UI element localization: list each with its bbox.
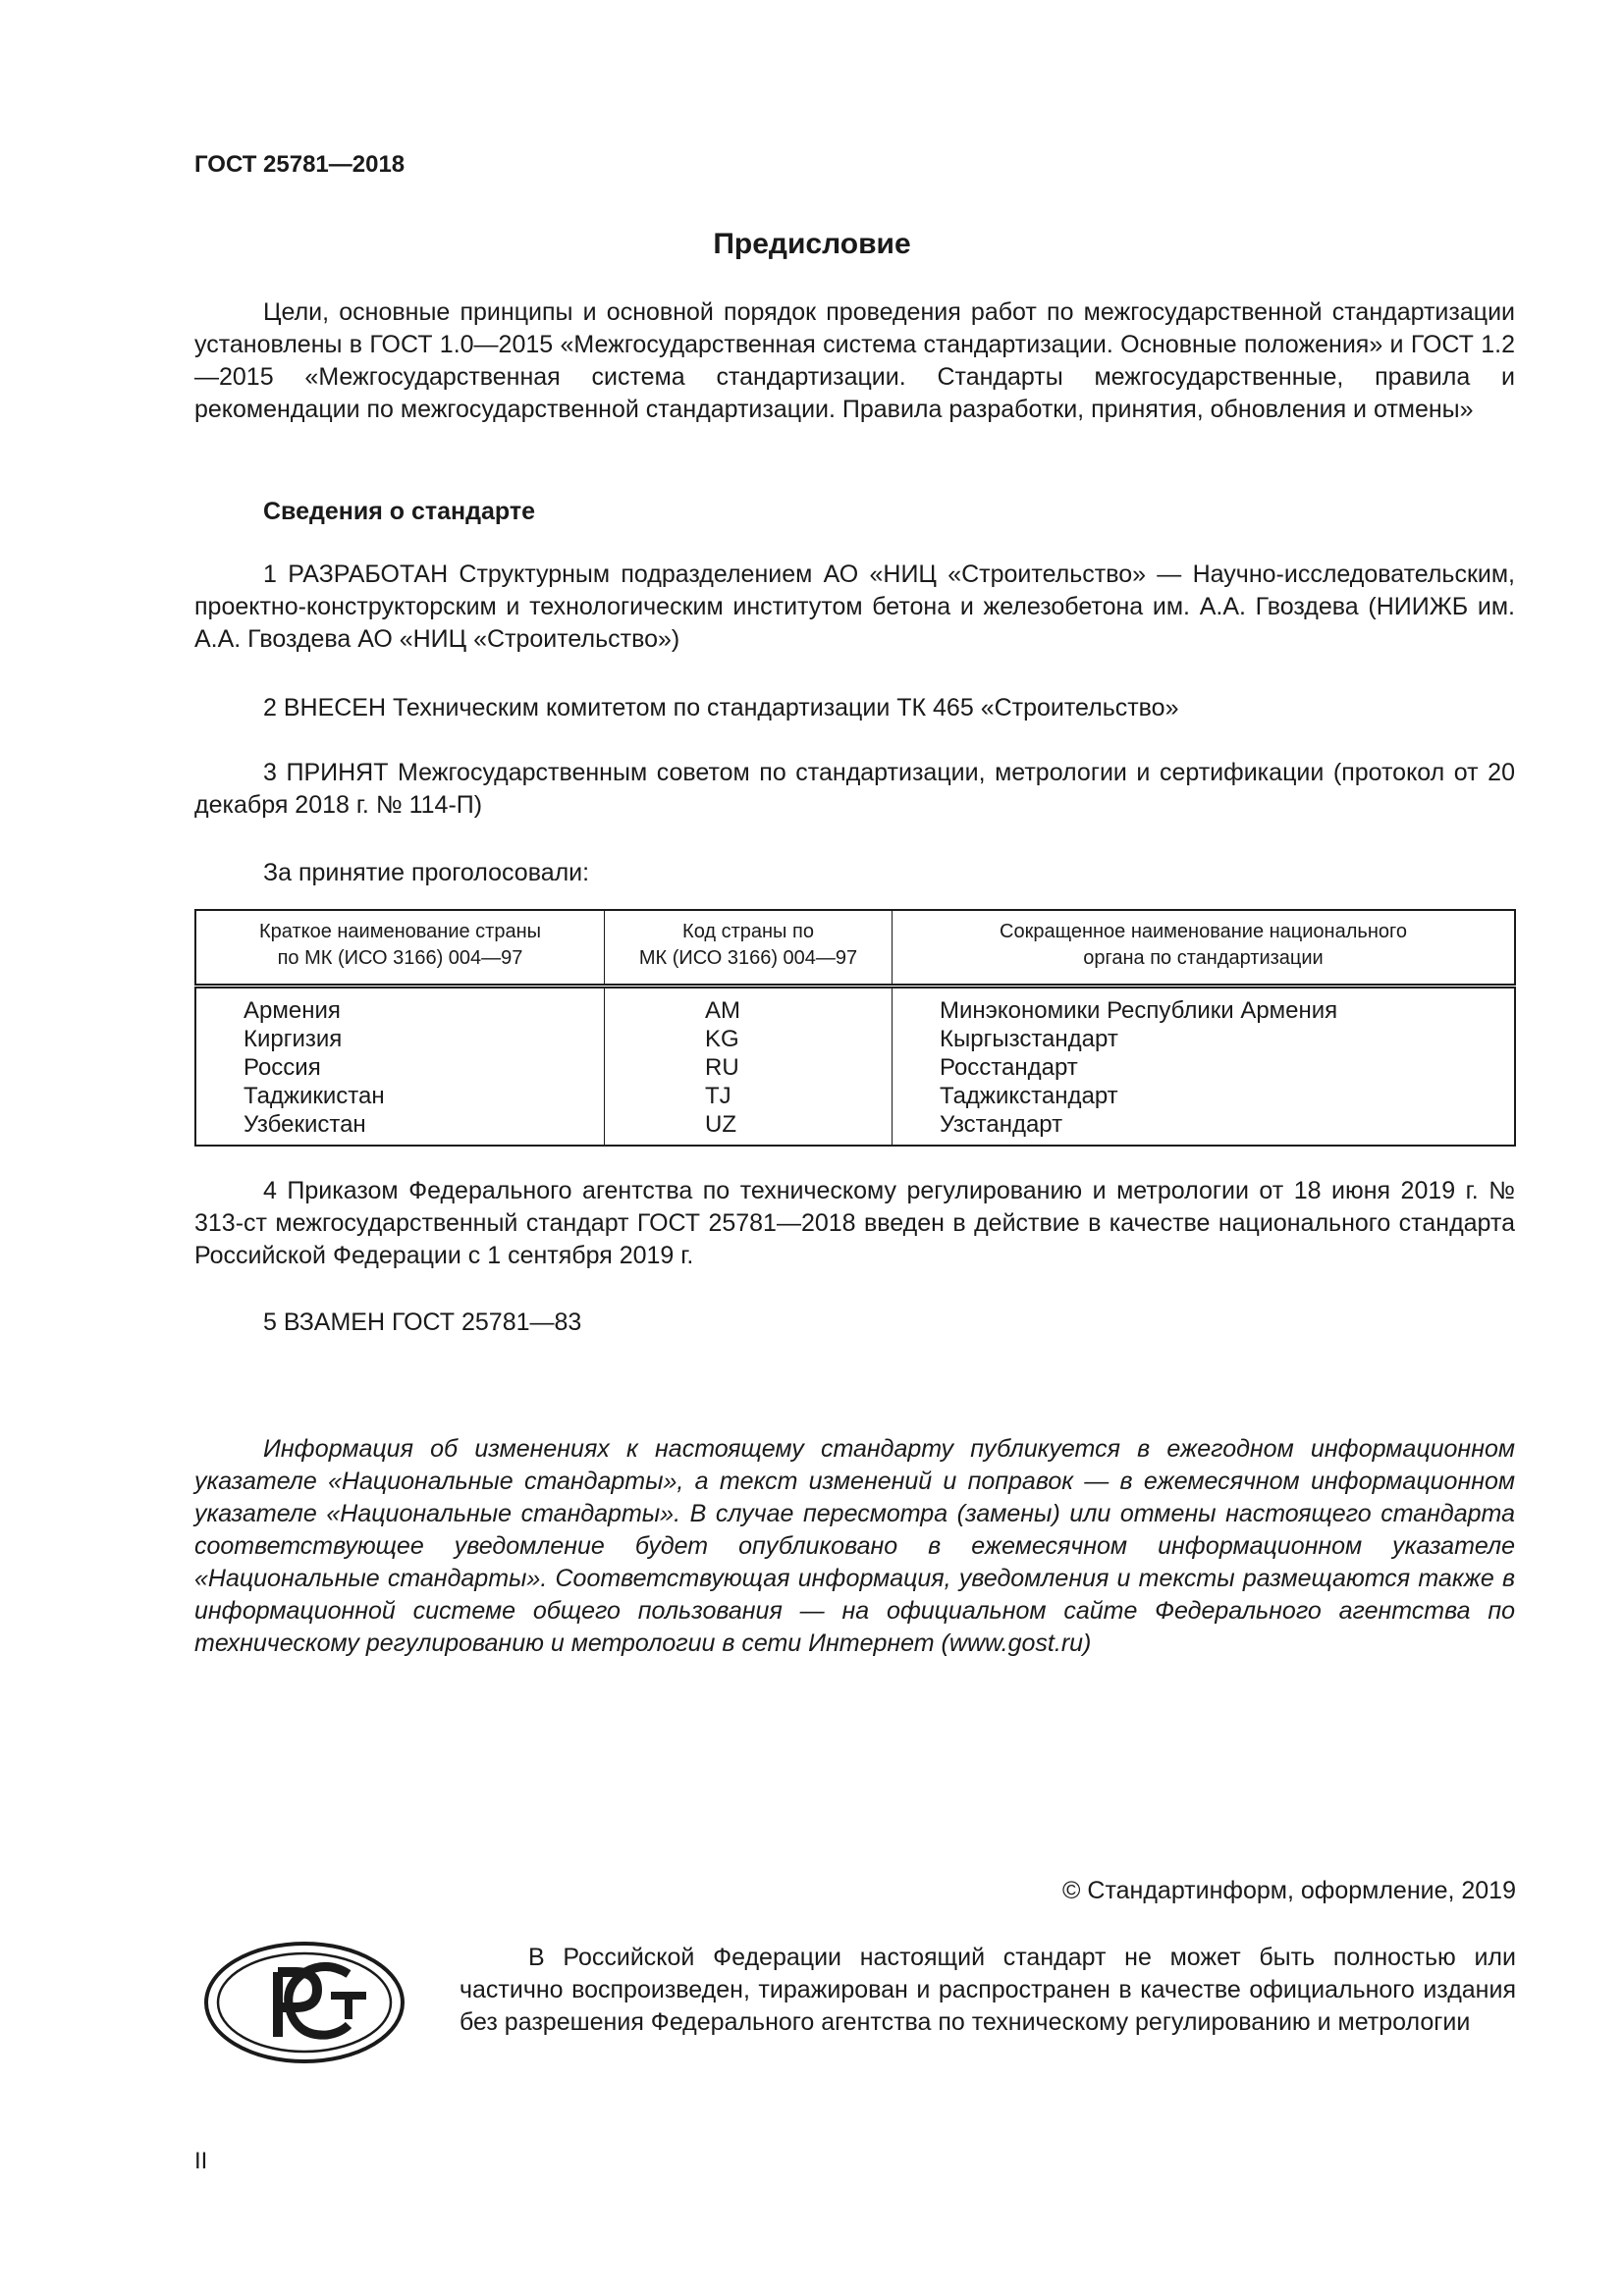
table-header-row <box>195 910 1515 987</box>
reproduction-notice: В Российской Федерации настоящий стандарт не может быть полностью или частично воспроизведен, тиражирован и распространен в качестве официального издания без разрешения Федерального агентства по техническому регулированию и метрологии <box>460 1944 1516 2036</box>
changes-info: Информация об изменениях к настоящему стандарту публикуется в ежегодном информационном указателе «Национальные стандарты», а текст изменений и поправок — в ежемесячном информационном указателе «Национальные стандарты». В случае пересмотра (замены) или отмены настоящего стандарта соответствующее уведомление будет опубликовано в ежемесячном информационном указателе «Национальные стандарты». Соответствующая информация, уведомления и тексты размещаются также в информационной системе общего пользования — на официальном сайте Федерального агентства по техническому регулированию и метрологии в сети Интернет (www.gost.ru) <box>194 1435 1515 1657</box>
header-national-body: Сокращенное наименование национального органа по стандартизации <box>1000 921 1407 969</box>
item-introduced: 2 ВНЕСЕН Техническим комитетом по стандартизации ТК 465 «Строительство» <box>263 694 1179 721</box>
item-adopted: 3 ПРИНЯТ Межгосударственным советом по стандартизации, метрологии и сертификации (протокол от 20 декабря 2018 г. № 114-П) <box>194 759 1515 819</box>
country-code: AM <box>605 987 893 1026</box>
item-enacted: 4 Приказом Федерального агентства по техническому регулированию и метрологии от 18 июня 2019 г. № 313-ст межгосударственный стандарт ГОСТ 25781—2018 введен в действие в качестве национального стандарта Российской Федерации с 1 сентября 2019 г. <box>194 1177 1515 1269</box>
header-country-name: Краткое наименование страны по МК (ИСО 3166) 004—97 <box>195 910 605 987</box>
table-row <box>195 1053 1515 1082</box>
page-number: II <box>194 2148 208 2174</box>
info-heading: Сведения о стандарте <box>263 498 536 525</box>
country-name: Россия <box>195 1053 605 1082</box>
page-title: Предисловие <box>713 228 911 260</box>
country-name: Киргизия <box>195 1025 605 1053</box>
country-code: KG <box>605 1025 893 1053</box>
table-row <box>195 987 1515 1026</box>
national-body: Узстандарт <box>940 1111 1063 1138</box>
header-country-code: Код страны по МК (ИСО 3166) 004—97 <box>605 910 893 987</box>
item-developed: 1 РАЗРАБОТАН Структурным подразделением АО «НИЦ «Строительство» — Научно-исследовательским, проектно-конструкторским и технологическим институтом бетона и железобетона им. А.А. Гвоздева (НИИЖБ им. А.А. Гвоздева АО «НИЦ «Строительство») <box>194 561 1515 653</box>
rst-certification-mark-icon <box>201 1939 407 2066</box>
country-code: UZ <box>605 1110 893 1146</box>
national-body: Кыргызстандарт <box>940 1026 1118 1052</box>
foreword-intro: Цели, основные принципы и основной порядок проведения работ по межгосударственной стандартизации установлены в ГОСТ 1.0—2015 «Межгосударственная система стандартизации. Основные положения» и ГОСТ 1.2—2015 «Межгосударственная система стандартизации. Стандарты межгосударственные, правила и рекомендации по межгосударственной стандартизации. Правила разработки, принятия, обновления и отмены» <box>194 298 1515 423</box>
table-row <box>195 1082 1515 1110</box>
document-header: ГОСТ 25781—2018 <box>194 151 406 178</box>
country-code: TJ <box>605 1082 893 1110</box>
voted-label: За принятие проголосовали: <box>263 859 590 886</box>
national-body: Росстандарт <box>940 1054 1078 1081</box>
table-row <box>195 1025 1515 1053</box>
table-row <box>195 1110 1515 1146</box>
member-countries-table <box>194 909 1516 1147</box>
country-name: Узбекистан <box>195 1110 605 1146</box>
copyright-line: © Стандартинформ, оформление, 2019 <box>1062 1877 1516 1904</box>
country-name: Армения <box>195 987 605 1026</box>
country-name: Таджикистан <box>195 1082 605 1110</box>
item-replaces: 5 ВЗАМЕН ГОСТ 25781—83 <box>263 1308 582 1336</box>
country-code: RU <box>605 1053 893 1082</box>
national-body: Таджикстандарт <box>940 1083 1118 1109</box>
national-body: Минэкономики Республики Армения <box>940 997 1338 1024</box>
